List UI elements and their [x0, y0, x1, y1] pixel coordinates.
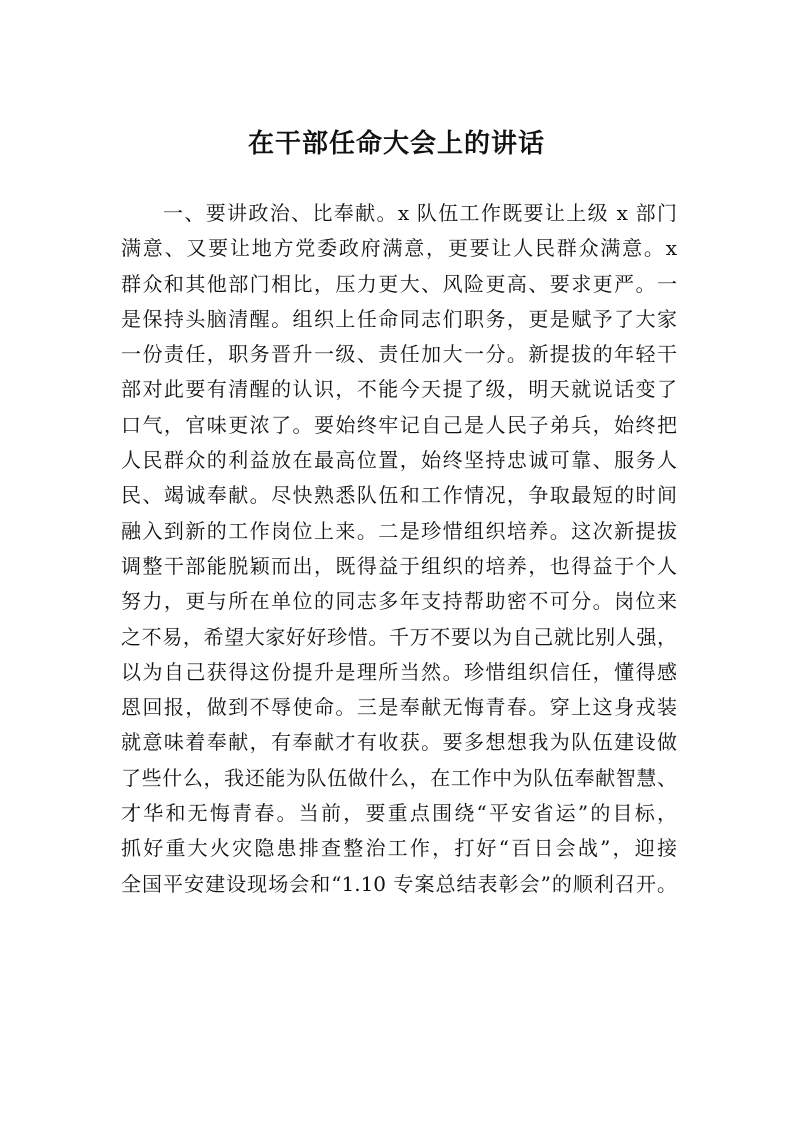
body-line: 融入到新的工作岗位上来。二是珍惜组织培养。这次新提拔 — [121, 518, 677, 543]
document-title: 在干部任命大会上的讲话 — [247, 129, 545, 159]
body-line: 之不易，希望大家好好珍惜。千万不要以为自己就比别人强， — [121, 624, 677, 649]
body-line: 满意、又要让地方党委政府满意，更要让人民群众满意。x — [121, 236, 677, 261]
body-line: 是保持头脑清醒。组织上任命同志们职务，更是赋予了大家 — [121, 306, 677, 331]
body-line: 恩回报，做到不辱使命。三是奉献无悔青春。穿上这身戎装 — [121, 695, 677, 720]
body-line: 努力，更与所在单位的同志多年支持帮助密不可分。岗位来 — [121, 589, 677, 614]
body-line: 全国平安建设现场会和“1.10 专案总结表彰会”的顺利召开。 — [121, 871, 677, 896]
body-line: 部对此要有清醒的认识，不能今天提了级，明天就说话变了 — [121, 377, 677, 402]
body-line: 一、要讲政治、比奉献。x 队伍工作既要让上级 x 部门 — [163, 201, 677, 225]
body-line: 调整干部能脱颖而出，既得益于组织的培养，也得益于个人 — [121, 553, 677, 578]
body-line: 一份责任，职务晋升一级、责任加大一分。新提拔的年轻干 — [121, 342, 677, 367]
body-line: 了些什么，我还能为队伍做什么，在工作中为队伍奉献智慧、 — [121, 765, 677, 790]
body-line: 口气，官味更浓了。要始终牢记自己是人民子弟兵，始终把 — [121, 412, 677, 437]
body-line: 人民群众的利益放在最高位置，始终坚持忠诚可靠、服务人 — [121, 448, 677, 473]
body-line: 才华和无悔青春。当前，要重点围绕“平安省运”的目标， — [121, 801, 677, 826]
body-line: 以为自己获得这份提升是理所当然。珍惜组织信任，懂得感 — [121, 659, 677, 684]
body-line: 民、竭诚奉献。尽快熟悉队伍和工作情况，争取最短的时间 — [121, 483, 677, 508]
body-line: 群众和其他部门相比，压力更大、风险更高、要求更严。一 — [121, 271, 677, 296]
body-line: 就意味着奉献，有奉献才有收获。要多想想我为队伍建设做 — [121, 730, 677, 755]
document-body — [121, 196, 677, 902]
body-line: 抓好重大火灾隐患排查整治工作，打好“百日会战”，迎接 — [121, 836, 677, 861]
